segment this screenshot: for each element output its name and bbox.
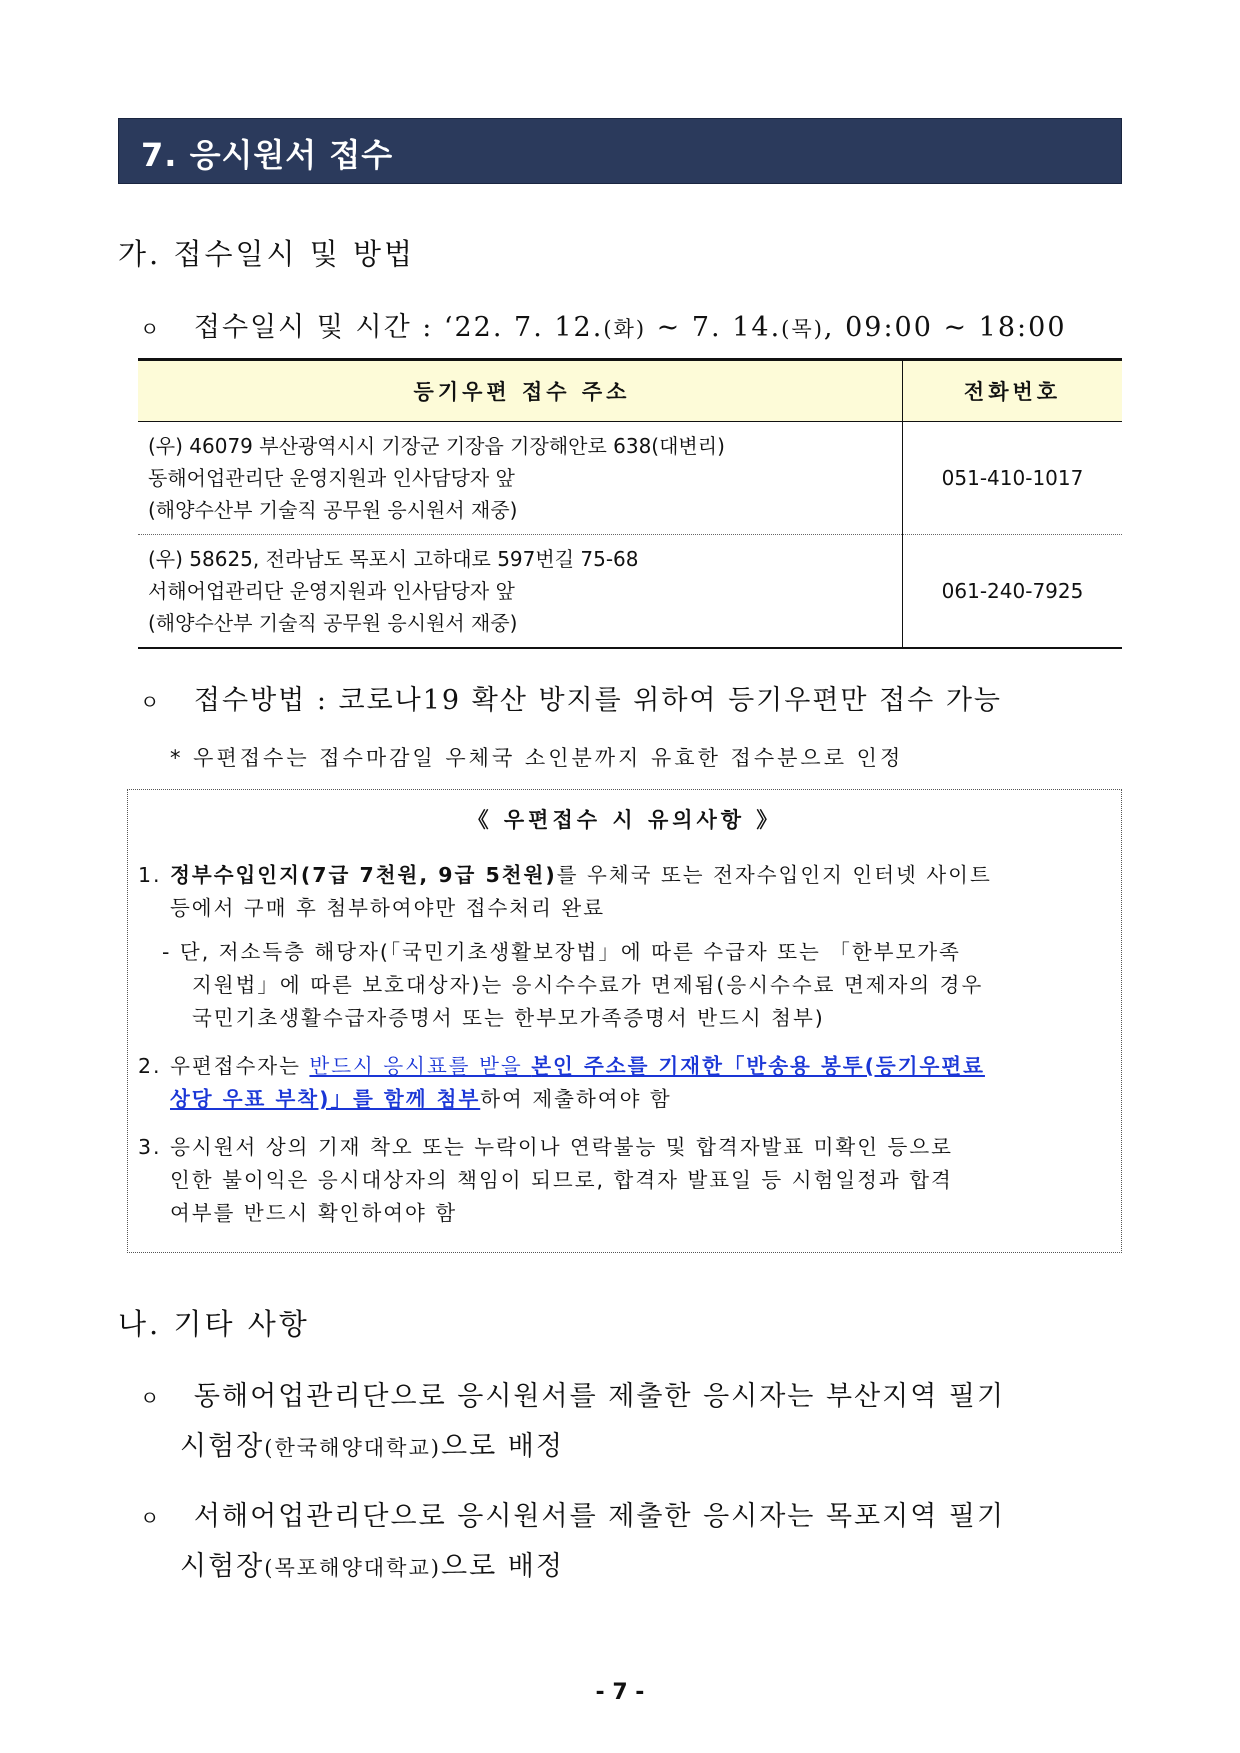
- notice-item-1-sub-2: 지원법」에 따른 보호대상자)는 응시수수료가 면제됨(응시수수료 면제자의 경우: [192, 973, 984, 997]
- schedule-suffix: , 09:00 ~ 18:00: [823, 312, 1067, 343]
- exam-site-busan-line-1: [140, 1374, 1005, 1413]
- phone-cell: 061-240-7925: [903, 535, 1123, 649]
- schedule-day2: (목): [781, 316, 824, 341]
- bullet-mark: ㅇ: [140, 690, 162, 714]
- address-cell: [138, 422, 903, 535]
- notice-item-2-line-2: [170, 1083, 672, 1116]
- postmark-note: * 우편접수는 접수마감일 우체국 소인분까지 유효한 접수분으로 인정: [170, 746, 904, 770]
- exam-site-prefix: 시험장: [180, 1551, 265, 1582]
- phone-cell: 051-410-1017: [903, 422, 1123, 535]
- section-banner: [118, 118, 1122, 184]
- stamp-fee-text: 정부수입인지(7급 7천원, 9급 5천원): [170, 863, 557, 887]
- exam-site-suffix: 으로 배정: [441, 1431, 564, 1462]
- notice-item-1-sub-3: 국민기초생활수급자증명서 또는 한부모가족증명서 반드시 첨부): [192, 1006, 825, 1030]
- notice-item-3-line-1: [138, 1131, 953, 1164]
- exam-site-prefix: 시험장: [180, 1431, 265, 1462]
- highlight-bold-text: 본인 주소를 기재한「반송용 봉투(등기우편료: [531, 1054, 985, 1078]
- table-row: [138, 535, 1122, 649]
- section-title: 7. 응시원서 접수: [141, 136, 394, 174]
- method-text: 접수방법 : 코로나19 확산 방지를 위하여 등기우편만 접수 가능: [193, 685, 1003, 716]
- item-text: 를 우체국 또는 전자수입인지 인터넷 사이트: [556, 863, 992, 887]
- bullet-mark: ㅇ: [140, 317, 162, 341]
- notice-title: 《 우편접수 시 유의사항 》: [467, 808, 782, 832]
- notice-item-1-sub-1: - 단, 저소득층 해당자(「국민기초생활보장법」에 따른 수급자 또는 「한부모가족: [162, 940, 961, 964]
- address-line: 서해어업관리단 운영지원과 인사담당자 앞: [148, 579, 515, 603]
- header-phone: 전화번호: [903, 360, 1123, 422]
- notice-box: [127, 789, 1122, 1253]
- exam-site-mokpo-line-1: [140, 1494, 1005, 1533]
- subsection-heading-a: 가. 접수일시 및 방법: [118, 237, 415, 271]
- address-line: (해양수산부 기술직 공무원 응시원서 재중): [148, 498, 518, 522]
- address-line: (우) 58625, 전라남도 목포시 고하대로 597번길 75-68: [148, 547, 639, 571]
- exam-site-suffix: 으로 배정: [441, 1551, 564, 1582]
- table-row: [138, 422, 1122, 535]
- header-address: 등기우편 접수 주소: [138, 360, 903, 422]
- address-cell: [138, 535, 903, 649]
- schedule-day1: (화): [603, 316, 647, 341]
- method-line: [140, 678, 1002, 717]
- address-line: (우) 46079 부산광역시시 기장군 기장읍 기장해안로 638(대변리): [148, 434, 725, 458]
- bullet-mark: ㅇ: [140, 1506, 162, 1530]
- schedule-line: [140, 305, 1067, 344]
- exam-site-mokpo-line-2: [180, 1544, 564, 1583]
- notice-item-1-line-2: 등에서 구매 후 첨부하여야만 접수처리 완료: [170, 896, 606, 920]
- item-number: 2.: [138, 1054, 162, 1078]
- notice-item-3-line-3: 여부를 반드시 확인하여야 함: [170, 1201, 458, 1225]
- exam-site-text: 동해어업관리단으로 응시원서를 제출한 응시자는 부산지역 필기: [193, 1381, 1006, 1412]
- page-number: - 7 -: [595, 1680, 645, 1705]
- notice-item-2-line-1: [138, 1050, 985, 1083]
- notice-item-3-line-2: 인한 불이익은 응시대상자의 책임이 되므로, 합격자 발표일 등 시험일정과 합격: [170, 1168, 953, 1192]
- exam-site-text: 서해어업관리단으로 응시원서를 제출한 응시자는 목포지역 필기: [193, 1501, 1006, 1532]
- item-number: 3.: [138, 1135, 162, 1159]
- address-line: 동해어업관리단 운영지원과 인사담당자 앞: [148, 466, 515, 490]
- highlight-bold-text: 상당 우표 부착)」를 함께 첨부: [170, 1087, 481, 1111]
- exam-site-school: (목포해양대학교): [264, 1555, 441, 1580]
- bullet-mark: ㅇ: [140, 1386, 162, 1410]
- exam-site-busan-line-2: [180, 1424, 564, 1463]
- table-header-row: [138, 360, 1122, 422]
- schedule-middle: ~ 7. 14.: [646, 312, 782, 343]
- highlight-text: 반드시 응시표를 받을: [309, 1054, 532, 1078]
- exam-site-school: (한국해양대학교): [264, 1435, 441, 1460]
- address-line: (해양수산부 기술직 공무원 응시원서 재중): [148, 611, 518, 635]
- schedule-prefix: 접수일시 및 시간 : ‘22. 7. 12.: [193, 312, 604, 343]
- notice-item-1-line-1: [138, 859, 992, 892]
- address-table: [138, 358, 1122, 649]
- item-number: 1.: [138, 863, 162, 887]
- item-text: 우편접수자는: [170, 1054, 310, 1078]
- subsection-heading-b: 나. 기타 사항: [118, 1307, 310, 1341]
- item-text: 응시원서 상의 기재 착오 또는 누락이나 연락불능 및 합격자발표 미확인 등으로: [170, 1135, 953, 1159]
- item-text: 하여 제출하여야 함: [480, 1087, 672, 1111]
